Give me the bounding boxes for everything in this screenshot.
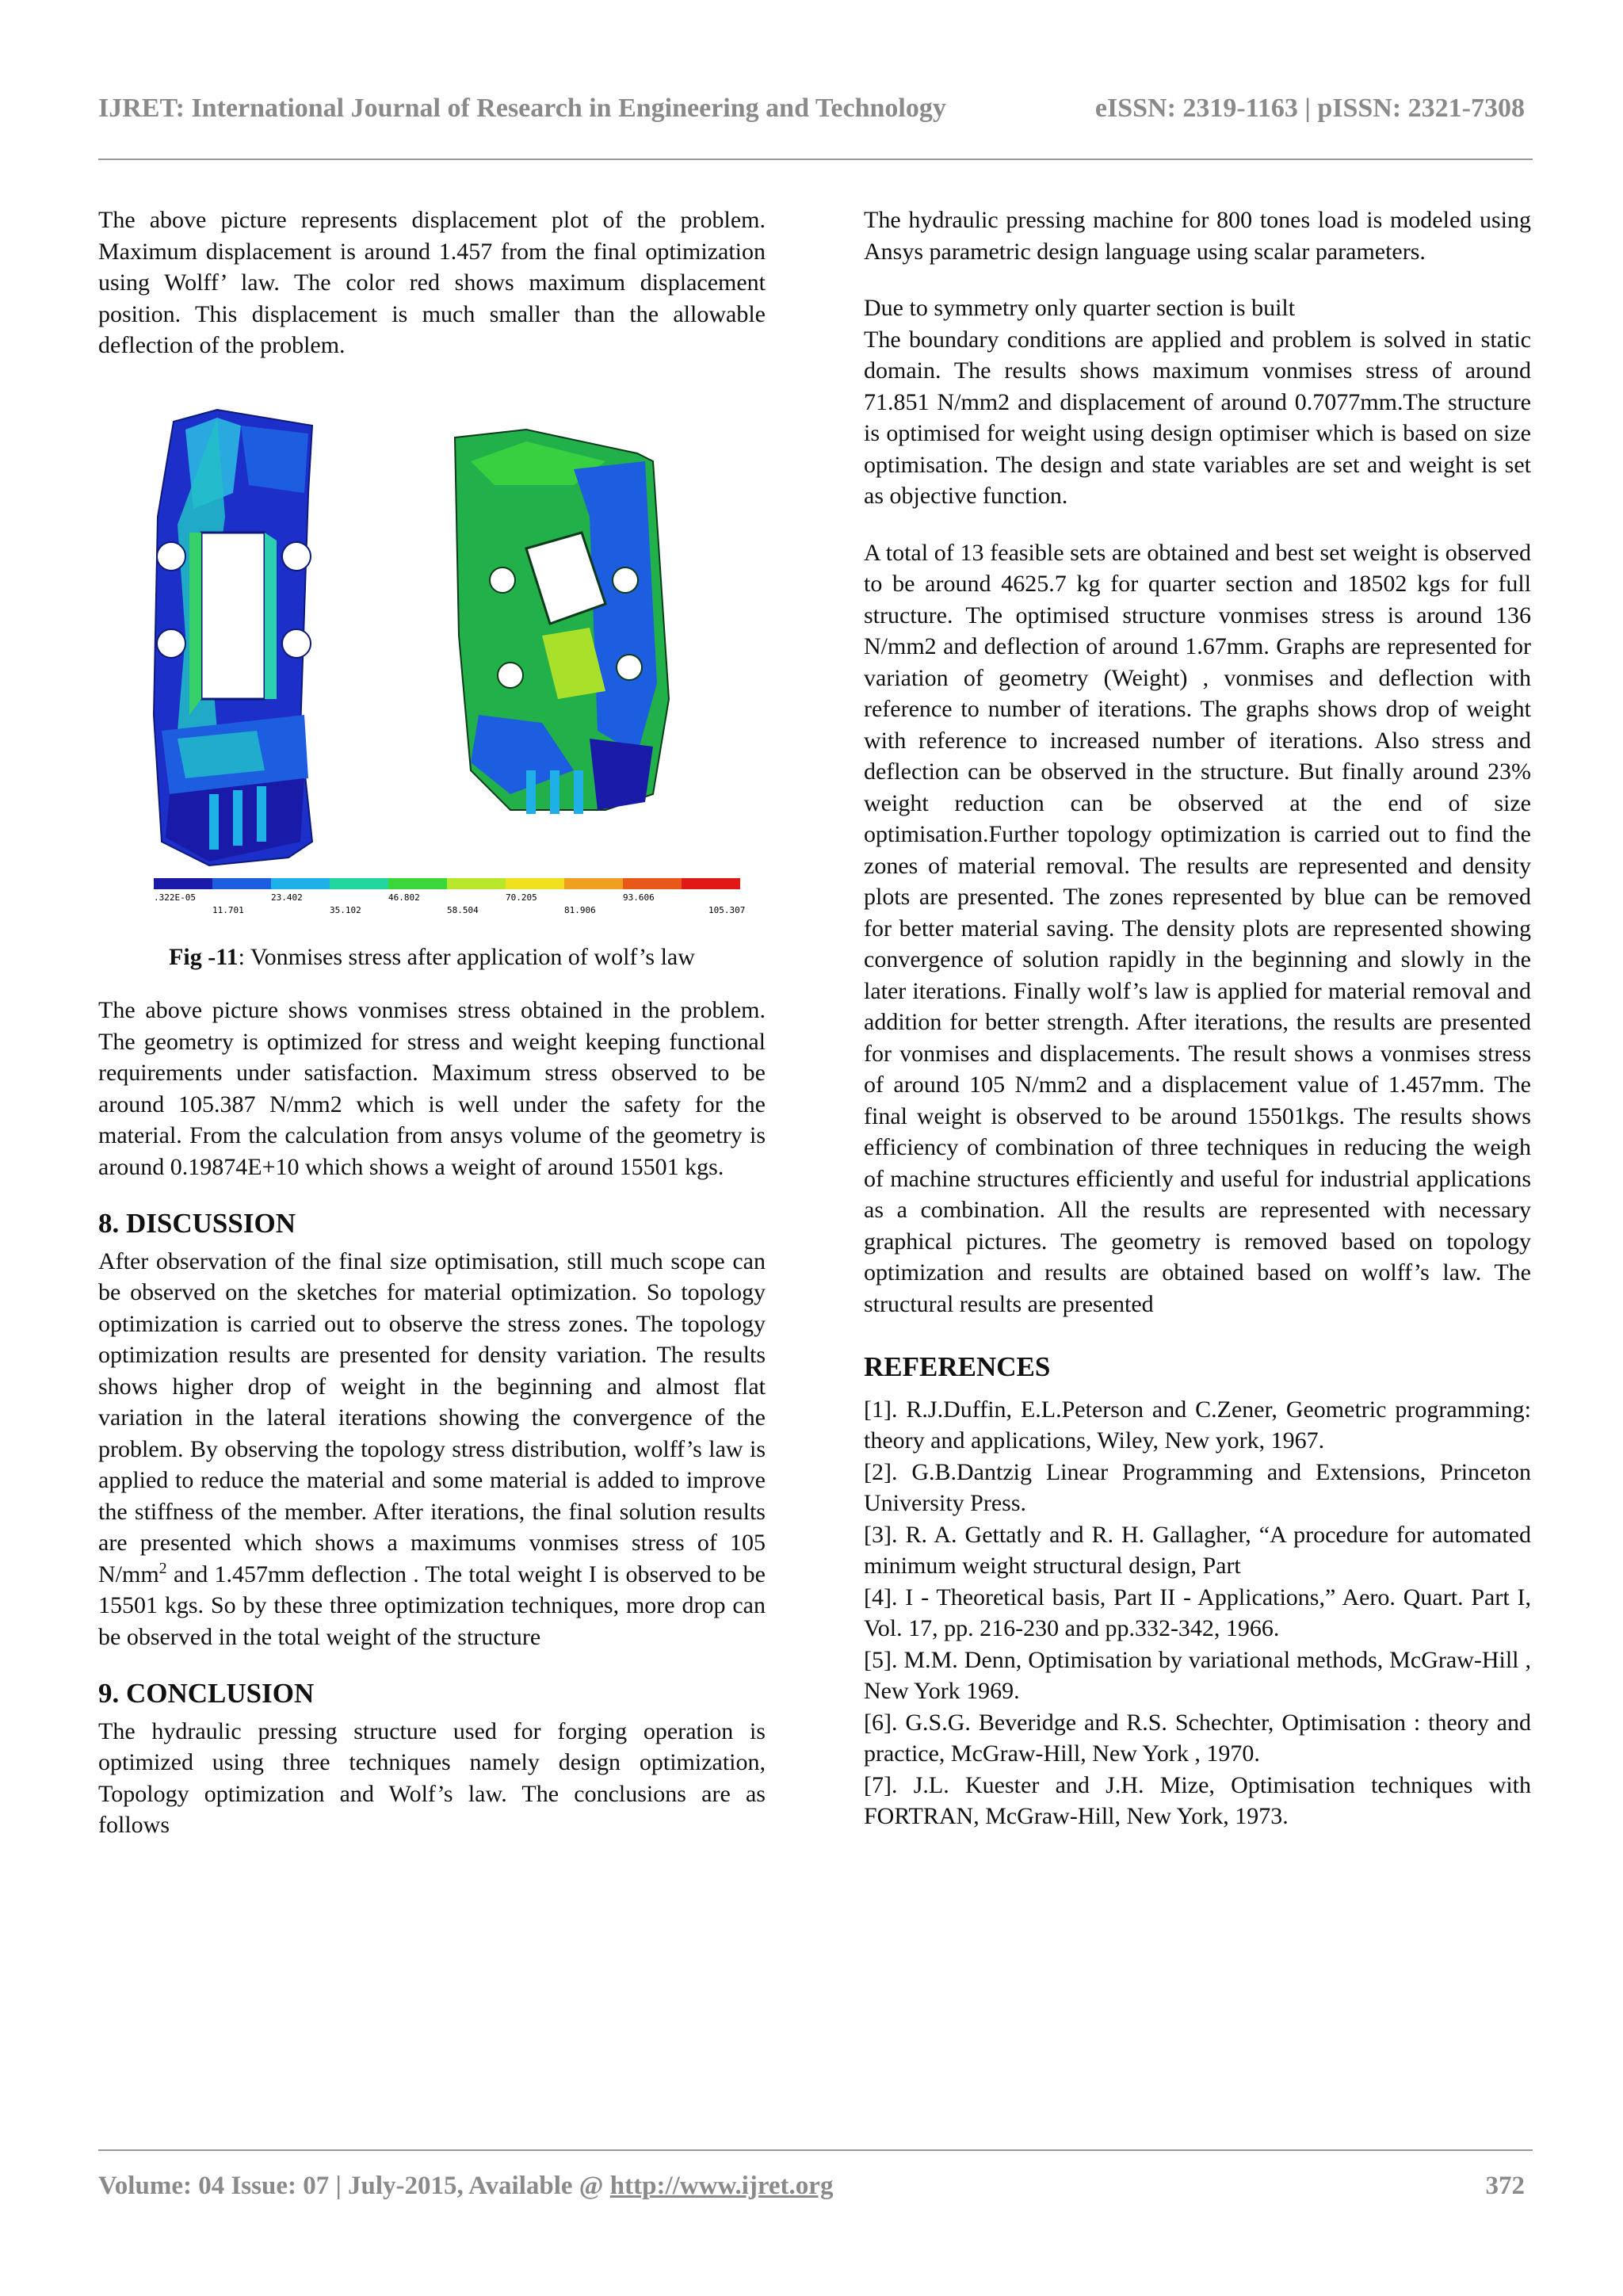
footer-rule bbox=[98, 2149, 1533, 2151]
reference-item: [3]. R. A. Gettatly and R. H. Gallagher, “A procedure for automated minimum weight structural design, Part bbox=[864, 1521, 1531, 1579]
legend-swatch bbox=[330, 878, 388, 889]
reference-item: [2]. G.B.Dantzig Linear Programming and Extensions, Princeton University Press. bbox=[864, 1458, 1531, 1516]
reference-item: [6]. G.S.G. Beveridge and R.S. Schechter, Optimisation : theory and practice, McGraw-Hill, New York , 1970. bbox=[864, 1709, 1531, 1767]
paragraph: The hydraulic pressing structure used for forging operation is optimized using three techniques namely design optimization, Topology optimization and Wolf’s law. The conclusions are as follows bbox=[98, 1717, 766, 1838]
paragraph: A total of 13 feasible sets are obtained and best set weight is observed to be around 4625.7 kg for quarter section and 18502 kgs for full structure. The optimised structure vonmises stress is around 136 N/mm2 and deflection of around 1.67mm. Graphs are represented for variation of geometry (Weight) , vonmises and deflection with reference to number of iterations. The graphs shows drop of weight with reference to increased number of iterations. Also stress and deflection can be observed in the structure. But finally around 23% weight reduction can be observed at the end of size optimisation.Further topology optimization is carried out to find the zones of material removal. The results are represented and density plots are presented. The zones represented by blue can be removed for better material saving. The density plots are represented showing convergence of solution rapidly in the beginning and slowly in the later iterations. Finally wolf’s law is applied for material removal and addition for better strength. After iterations, the results are presented for vonmises and displacements. The result shows a vonmises stress of around 105 N/mm2 and a displacement value of 1.457mm. The final weight is observed to be around 15501kgs. The results shows efficiency of combination of three techniques in reducing the weigh of machine structures efficiently and useful for industrial applications as a combination. All the results are represented with necessary graphical pictures. The geometry is removed based on topology optimization and results are obtained based on wolff’s law. The structural results are presented bbox=[864, 539, 1531, 1317]
legend-tick-label: 81.906 bbox=[564, 904, 596, 915]
legend-tick-label: 23.402 bbox=[271, 892, 303, 903]
right-structure bbox=[455, 430, 669, 814]
figure-caption bbox=[98, 942, 766, 973]
volume-info bbox=[98, 2172, 833, 2201]
caption-text: : Vonmises stress after application of wolf’s law bbox=[238, 943, 695, 970]
paragraph bbox=[98, 1246, 766, 1653]
reference-item: [4]. I - Theoretical basis, Part II - Applications,” Aero. Quart. Part I, Vol. 17, pp. 216-230 and pp.332-342, 1966. bbox=[864, 1584, 1531, 1641]
journal-link[interactable]: http://www.ijret.org bbox=[609, 2172, 834, 2200]
legend-tick-label: 46.802 bbox=[388, 892, 420, 903]
legend-tick-label: 70.205 bbox=[506, 892, 537, 903]
paragraph: Due to symmetry only quarter section is built bbox=[864, 295, 1296, 321]
legend-swatch bbox=[154, 878, 212, 889]
running-footer bbox=[98, 2172, 1525, 2201]
discussion-text: After observation of the final size optimisation, still much scope can be observed on the sketches for material optimization. So topology optimization is carried out to observe the stress zones. The topology optimization results are presented for density variation. The results shows higher drop of weight in the beginning and almost flat variation in the lateral iterations showing the convergence of the problem. By observing the topology stress distribution, wolff’s law is applied to reduce the material and some material is added to improve the stiffness of the member. After iterations, the final solution results are presented which shows a maximums vonmises stress of 105 N/mm bbox=[98, 1247, 766, 1587]
header-rule bbox=[98, 159, 1533, 160]
left-column bbox=[98, 204, 766, 1841]
legend-tick-label: 93.606 bbox=[623, 892, 655, 903]
superscript: 2 bbox=[158, 1559, 167, 1577]
discussion-text-cont: and 1.457mm deflection . The total weight I is observed to be 15501 kgs. So by these three optimization techniques, more drop can be observed in the total weight of the structure bbox=[98, 1561, 766, 1650]
paragraph: The boundary conditions are applied and problem is solved in static domain. The results shows maximum vonmises stress of around 71.851 N/mm2 and displacement of around 0.7077mm.The structure is optimised for weight using design optimiser which is based on size optimisation. The design and state variables are set and weight is set as objective function. bbox=[864, 326, 1531, 509]
volume-text: Volume: 04 Issue: 07 | July-2015, Available @ bbox=[98, 2172, 610, 2200]
reference-item: [7]. J.L. Kuester and J.H. Mize, Optimisation techniques with FORTRAN, McGraw-Hill, New York, 1973. bbox=[864, 1771, 1531, 1829]
legend-swatch bbox=[388, 878, 447, 889]
section-heading-discussion: 8. DISCUSSION bbox=[98, 1208, 296, 1239]
page-number: 372 bbox=[1485, 2172, 1525, 2200]
section-heading-conclusion: 9. CONCLUSION bbox=[98, 1678, 315, 1709]
caption-label: Fig -11 bbox=[169, 943, 239, 970]
left-structure bbox=[154, 410, 312, 865]
legend-tick-label: 11.701 bbox=[212, 904, 244, 915]
paragraph: The hydraulic pressing machine for 800 tones load is modeled using Ansys parametric design language using scalar parameters. bbox=[864, 207, 1531, 265]
color-legend bbox=[154, 878, 745, 915]
legend-swatch bbox=[564, 878, 623, 889]
legend-swatch bbox=[447, 878, 506, 889]
legend-tick-label: 105.307 bbox=[708, 904, 746, 915]
reference-list bbox=[864, 1394, 1531, 1832]
fea-stress-plot bbox=[98, 398, 764, 937]
legend-swatch bbox=[212, 878, 271, 889]
paragraph: The above picture shows vonmises stress obtained in the problem. The geometry is optimized for stress and weight keeping functional requirements under satisfaction. Maximum stress observed to be around 105.387 N/mm2 which is well under the safety for the material. From the calculation from ansys volume of the geometry is around 0.19874E+10 which shows a weight of around 15501 kgs. bbox=[98, 997, 766, 1180]
legend-tick-label: 35.102 bbox=[330, 904, 361, 915]
running-header bbox=[98, 94, 1525, 124]
legend-swatch bbox=[623, 878, 682, 889]
legend-swatch bbox=[271, 878, 330, 889]
paragraph: The above picture represents displacement plot of the problem. Maximum displacement is around 1.457 from the final optimization using Wolff’ law. The color red shows maximum displacement position. This displacement is much smaller than the allowable deflection of the problem. bbox=[98, 207, 766, 358]
reference-item: [5]. M.M. Denn, Optimisation by variational methods, McGraw-Hill , New York 1969. bbox=[864, 1646, 1531, 1704]
issn: eISSN: 2319-1163 | pISSN: 2321-7308 bbox=[1094, 94, 1525, 123]
legend-swatch bbox=[506, 878, 564, 889]
legend-tick-label: 58.504 bbox=[447, 904, 479, 915]
figure-11 bbox=[98, 398, 764, 937]
right-column bbox=[864, 204, 1531, 1832]
section-heading-references: REFERENCES bbox=[864, 1351, 1051, 1382]
reference-item: [1]. R.J.Duffin, E.L.Peterson and C.Zener, Geometric programming: theory and applications, Wiley, New york, 1967. bbox=[864, 1396, 1531, 1454]
journal-title: IJRET: International Journal of Research in Engineering and Technology bbox=[98, 94, 946, 123]
legend-tick-label: .322E-05 bbox=[154, 892, 196, 903]
legend-swatch bbox=[682, 878, 740, 889]
